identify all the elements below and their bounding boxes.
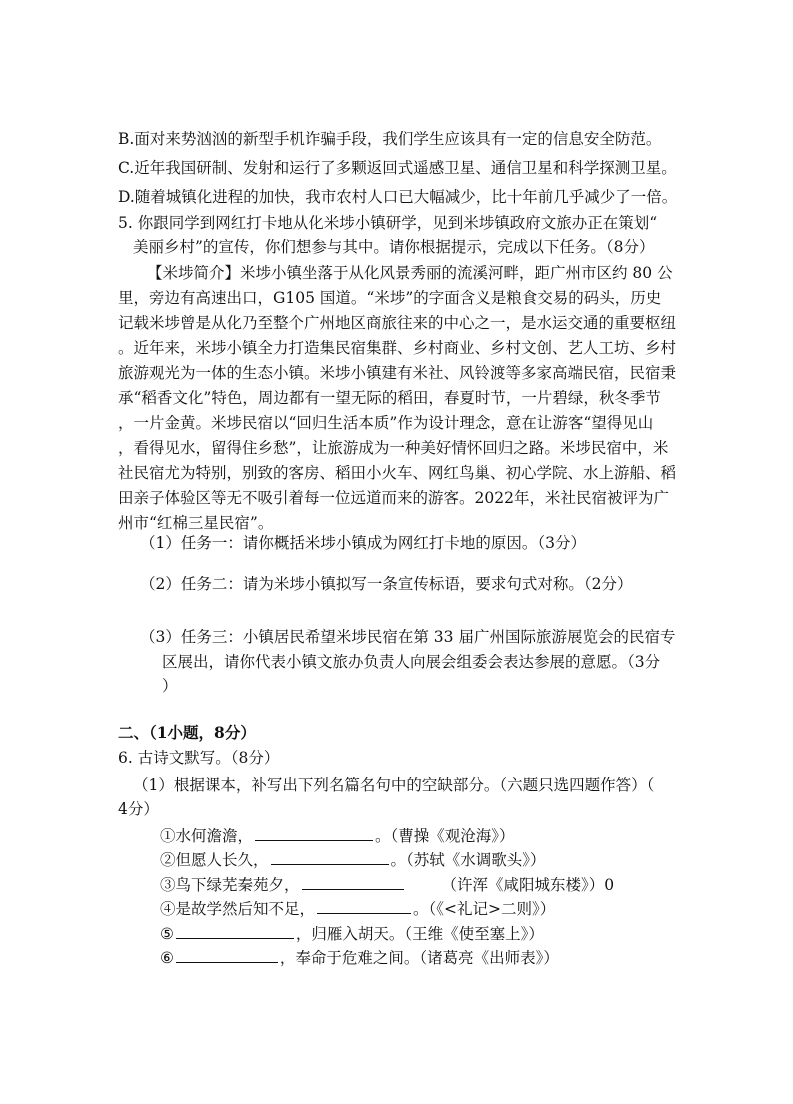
poem-item: ④是故学然后知不足， 。（《<礼记>二则》） [160, 900, 556, 918]
q6-sub1-line2: 4分） [118, 800, 159, 818]
answer-blank[interactable] [302, 874, 404, 890]
poem-item: ①水何澹澹， 。（曹操《观沧海》） [160, 827, 515, 845]
task-3-line3: ） [162, 677, 178, 695]
q5-intro-line: 。近年来，米埗小镇全力打造集民宿集群、乡村商业、乡村文创、艺人工坊、乡村 [118, 339, 677, 357]
q5-intro-line: 承“稻香文化”特色，周边都有一望无际的稻田，春夏时节，一片碧绿，秋冬季节 [118, 389, 661, 407]
q5-intro-line: 旅游观光为一体的生态小镇。米埗小镇建有米社、风铃渡等多家高端民宿，民宿秉 [118, 364, 677, 382]
section-heading: 二、（1小题，8分） [118, 723, 256, 742]
answer-blank[interactable] [255, 825, 373, 841]
q6-title: 6. 古诗文默写。（8分） [118, 749, 280, 767]
answer-blank[interactable] [271, 849, 389, 865]
q5-intro-line: 【米埗简介】米埗小镇坐落于从化风景秀丽的流溪河畔，距广州市区约 80 公 [147, 264, 673, 282]
q5-stem-line1: 5. 你跟同学到网红打卡地从化米埗小镇研学，见到米埗镇政府文旅办正在策划“ [118, 214, 658, 232]
answer-blank[interactable] [176, 923, 294, 939]
poem-item: ③鸟下绿芜秦苑夕， （许浑《咸阳城东楼》）0 [160, 876, 615, 894]
option-d: D.随着城镇化进程的加快，我市农村人口已大幅减少，比十年前几乎减少了一倍。 [118, 188, 678, 206]
task-3-line2: 区展出，请你代表小镇文旅办负责人向展会组委会表达参展的意愿。（3分 [162, 653, 661, 671]
q5-intro-line: 社民宿尤为特别，别致的客房、稻田小火车、网红鸟巢、初心学院、水上游船、稻 [118, 464, 677, 482]
q5-intro-line: 州市“红棉三星民宿”。 [118, 514, 274, 532]
q5-stem-line2: 美丽乡村”的宣传，你们想参与其中。请你根据提示，完成以下任务。（8分） [133, 238, 655, 256]
q5-intro-line: ，一片金黄。米埗民宿以“回归生活本质”作为设计理念，意在让游客“望得见山 [118, 414, 654, 432]
option-c: C.近年我国研制、发射和运行了多颗返回式遥感卫星、通信卫星和科学探测卫星。 [118, 159, 677, 177]
q5-intro-line: 田亲子体验区等无不吸引着每一位远道而来的游客。2022年，米社民宿被评为广 [118, 489, 669, 507]
task-3-line1: （3）任务三：小镇居民希望米埗民宿在第 33 届广州国际旅游展览会的民宿专 [140, 628, 676, 646]
answer-blank[interactable] [317, 898, 411, 914]
poem-item: ②但愿人长久， 。（苏轼《水调歌头》） [160, 851, 546, 869]
option-b: B.面对来势汹汹的新型手机诈骗手段，我们学生应该具有一定的信息安全防范。 [118, 130, 662, 148]
poem-item: ⑥ ，奉命于危难之间。（诸葛亮《出师表》） [160, 949, 559, 967]
q5-intro-line: 里，旁边有高速出口，G105 国道。“米埗”的字面含义是粮食交易的码头，历史 [118, 289, 662, 307]
q6-sub1-line1: （1）根据课本，补写出下列名篇名句中的空缺部分。（六题只选四题作答）（ [133, 776, 655, 794]
poem-item: ⑤ ，归雁入胡天。（王维《使至塞上》） [160, 925, 544, 943]
task-2: （2）任务二：请为米埗小镇拟写一条宣传标语，要求句式对称。（2分） [140, 575, 633, 593]
task-1: （1）任务一：请你概括米埗小镇成为网红打卡地的原因。（3分） [140, 534, 586, 552]
q5-intro-line: 记载米埗曾是从化乃至整个广州地区商旅往来的中心之一，是水运交通的重要枢纽 [118, 314, 677, 332]
answer-blank[interactable] [176, 947, 278, 963]
q5-intro-line: ，看得见水，留得住乡愁”，让旅游成为一种美好情怀回归之路。米埗民宿中，米 [118, 439, 669, 457]
